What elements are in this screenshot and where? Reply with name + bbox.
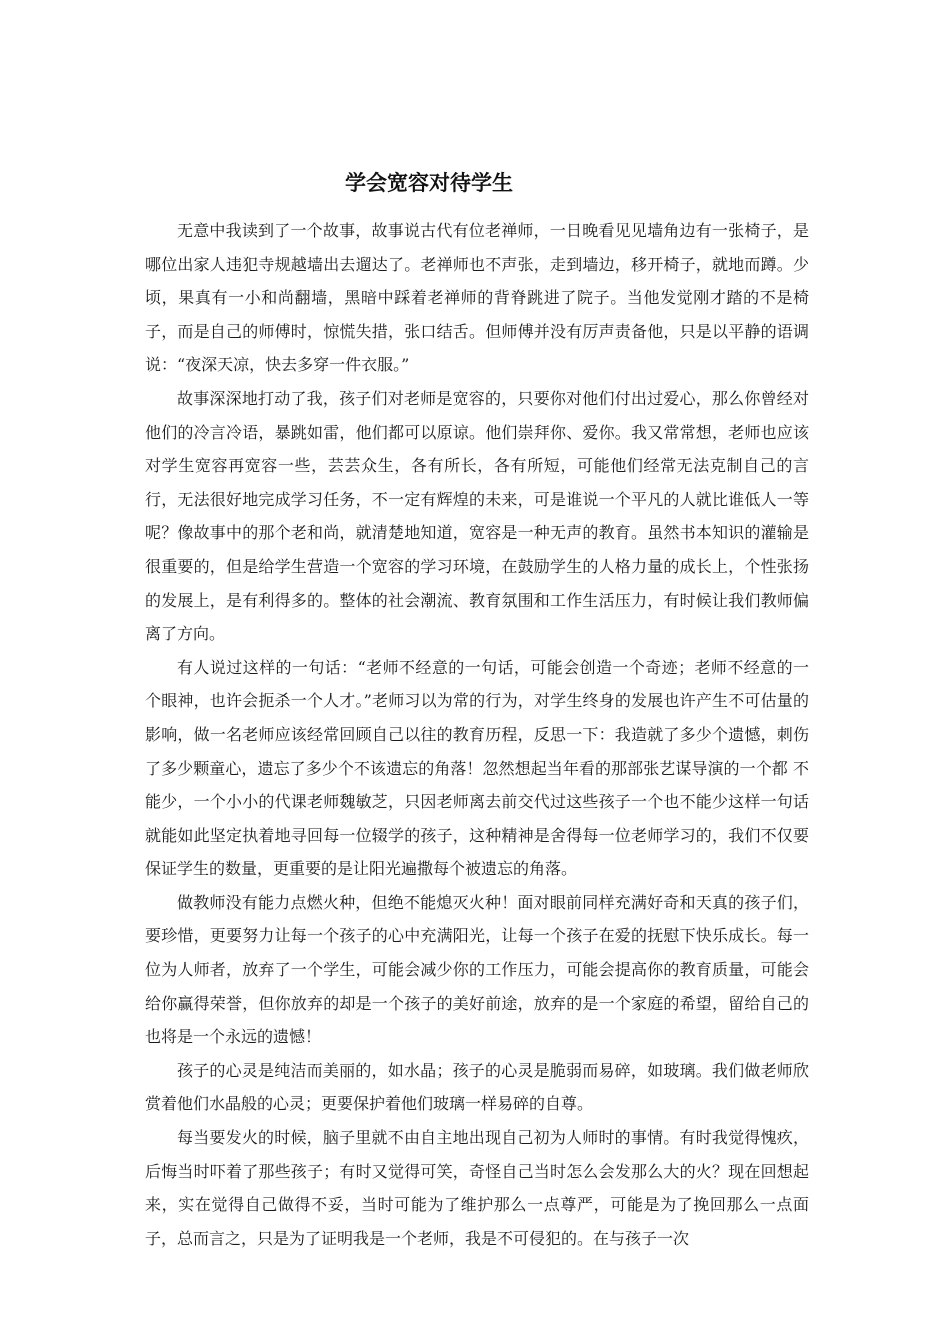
- paragraph: 每当要发火的时候，脑子里就不由自主地出现自己初为人师时的事情。有时我觉得愧疚，后悔当时吓着了那些孩子；有时又觉得可笑，奇怪自己当时怎么会发那么大的火？现在回想起来，实在觉得自己做得不妥，当时可能为了维护那么一点尊严，可能是为了挽回那么一点面子，总而言之，只是为了证明我是一个老师，我是不可侵犯的。在与孩子一次: [145, 1128, 809, 1248]
- document-title: 学会宽容对待学生: [345, 171, 513, 195]
- paragraph: 做教师没有能力点燃火种，但绝不能熄灭火种！面对眼前同样充满好奇和天真的孩子们，要珍惜，更要努力让每一个孩子的心中充满阳光，让每一个孩子在爱的抚慰下快乐成长。每一位为人师者，放弃了一个学生，可能会减少你的工作压力，可能会提高你的教育质量，可能会给你赢得荣誉，但你放弃的却是一个孩子的美好前途，放弃的是一个家庭的希望，留给自己的也将是一个永远的遗憾！: [145, 892, 809, 1047]
- paragraph: 有人说过这样的一句话：“老师不经意的一句话，可能会创造一个奇迹；老师不经意的一个眼神，也许会扼杀一个人才。”老师习以为常的行为，对学生终身的发展也许产生不可估量的影响，做一名老师应该经常回顾自己以往的教育历程，反思一下：我造就了多少个遗憾，刺伤了多少颗童心，遗忘了多少个不该遗忘的角落！忽然想起当年看的那部张艺谋导演的一个都 不能少，一个小小的代课老师魏敏芝，只因老师离去前交代过这些孩子一个也不能少这样一句话就能如此坚定执着地寻回每一位辍学的孩子，这种精神是舍得每一位老师学习的，我们不仅要保证学生的数量，更重要的是让阳光遍撒每个被遗忘的角落。: [145, 657, 809, 879]
- paragraph: 故事深深地打动了我，孩子们对老师是宽容的，只要你对他们付出过爱心，那么你曾经对他们的冷言冷语，暴跳如雷，他们都可以原谅。他们崇拜你、爱你。我又常常想，老师也应该对学生宽容再宽容一些，芸芸众生，各有所长，各有所短，可能他们经常无法克制自己的言行，无法很好地完成学习任务，不一定有辉煌的未来，可是谁说一个平凡的人就比谁低人一等呢？像故事中的那个老和尚，就清楚地知道，宽容是一种无声的教育。虽然书本知识的灌输是很重要的，但是给学生营造一个宽容的学习环境，在鼓励学生的人格力量的成长上，个性张扬的发展上，是有利得多的。整体的社会潮流、教育氛围和工作生活压力，有时候让我们教师偏离了方向。: [145, 388, 809, 644]
- paragraph: 孩子的心灵是纯洁而美丽的，如水晶；孩子的心灵是脆弱而易碎，如玻璃。我们做老师欣赏着他们水晶般的心灵；更要保护着他们玻璃一样易碎的自尊。: [145, 1060, 809, 1114]
- paragraph: 无意中我读到了一个故事，故事说古代有位老禅师，一日晚看见见墙角边有一张椅子，是哪位出家人违犯寺规越墙出去遛达了。老禅师也不声张，走到墙边，移开椅子，就地而蹲。少顷，果真有一小和尚翻墙，黑暗中踩着老禅师的背脊跳进了院子。当他发觉刚才踏的不是椅子，而是自己的师傅时，惊慌失措，张口结舌。但师傅并没有厉声责备他，只是以平静的语调说：“夜深天凉，快去多穿一件衣服。”: [145, 221, 809, 375]
- document-body: [145, 214, 809, 1255]
